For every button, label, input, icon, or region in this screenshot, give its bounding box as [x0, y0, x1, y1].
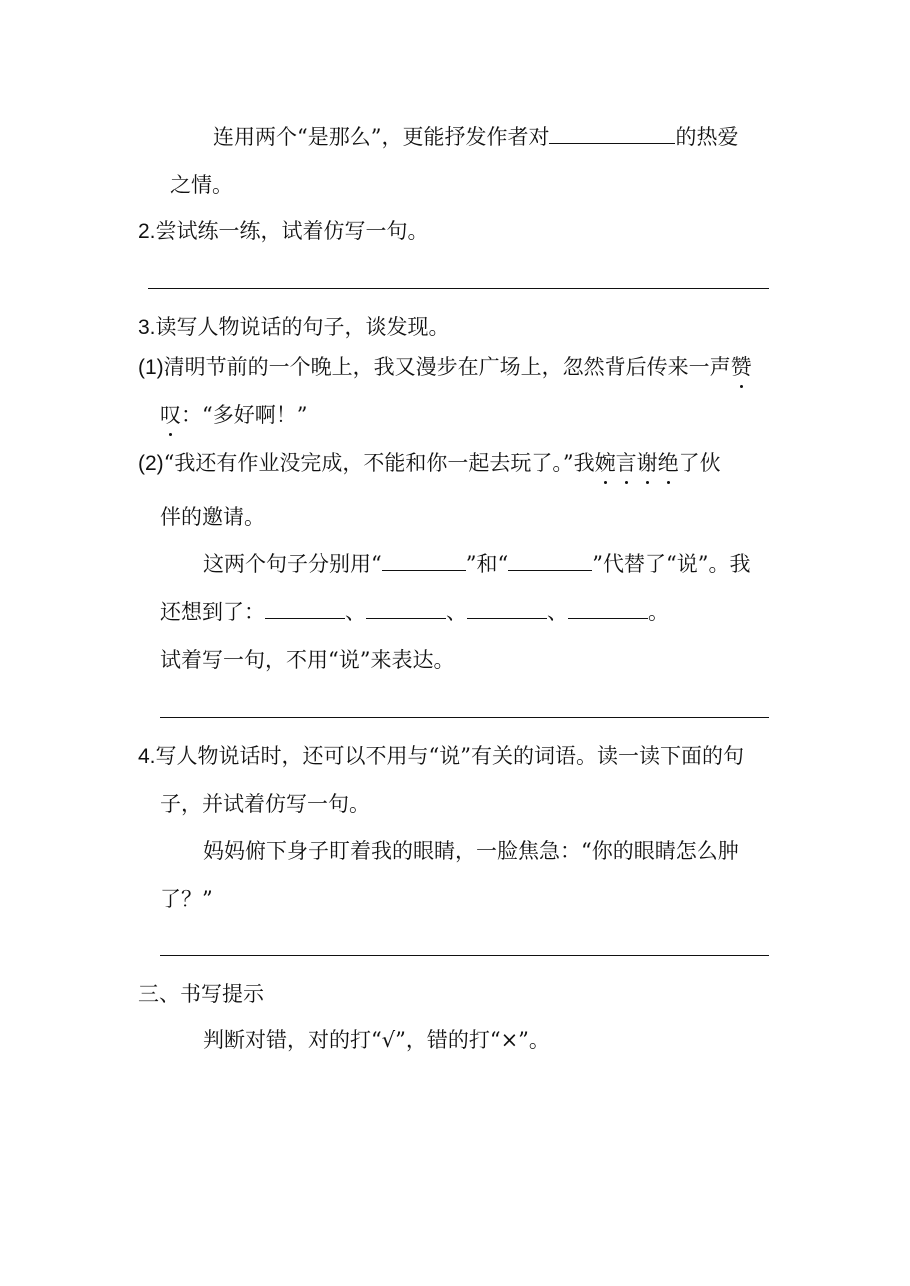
q4-answer-line[interactable] — [160, 955, 769, 956]
q3-fill-text-d: 还想到了： — [160, 600, 265, 624]
q3-sentence-2-tail: 了伙 — [678, 451, 721, 475]
question-2-prompt: 尝试练一练，试着仿写一句。 — [155, 219, 429, 243]
separator: 、 — [345, 600, 366, 624]
question-4 — [138, 741, 744, 772]
section-title: 三、书写提示 — [138, 982, 264, 1006]
q3-blank-5[interactable] — [467, 600, 547, 619]
q1-continuation — [213, 122, 738, 152]
emphasis-char: 言 — [616, 448, 637, 478]
question-4-prompt: 写人物说话时，还可以不用与“说”有关的词语。读一读下面的句 — [155, 744, 744, 768]
q3-fill-text-c: ”代替了“说”。我 — [592, 552, 751, 576]
q2-answer-line[interactable] — [148, 288, 769, 289]
question-3-prompt: 读写人物说话的句子，谈发现。 — [155, 315, 450, 339]
separator: 、 — [547, 600, 568, 624]
q3-fill-line-1 — [203, 549, 750, 579]
q4-example-cont: 了？” — [160, 887, 213, 911]
question-3-number: 3. — [138, 316, 156, 339]
q3-sentence-1-cont — [160, 400, 307, 430]
period: 。 — [648, 600, 669, 624]
q3-sentence-2-cont: 伴的邀请。 — [160, 505, 265, 529]
question-2-number: 2. — [138, 220, 156, 243]
q3-blank-6[interactable] — [568, 600, 648, 619]
q1-answer-blank[interactable] — [549, 125, 675, 144]
question-3 — [138, 312, 450, 343]
q3-answer-line[interactable] — [160, 717, 769, 718]
section-instruction: 判断对错，对的打“√”，错的打“×”。 — [203, 1028, 550, 1052]
q3-sentence-2 — [138, 448, 721, 479]
q3-write-prompt: 试着写一句，不用“说”来表达。 — [160, 648, 455, 672]
emphasis-char: 绝 — [658, 448, 679, 478]
q3-sentence-1 — [138, 352, 752, 383]
q3-fill-line-2 — [160, 597, 669, 627]
emphasis-char: 婉 — [595, 448, 616, 478]
q3-sentence-1-label: (1) — [138, 356, 164, 379]
emphasis-char: 叹 — [160, 400, 181, 430]
q3-blank-2[interactable] — [508, 552, 592, 571]
q3-sentence-2-text: “我还有作业没完成，不能和你一起去玩了。”我 — [163, 451, 595, 475]
emphasis-char: 赞 — [731, 352, 752, 382]
q3-blank-4[interactable] — [366, 600, 446, 619]
question-2 — [138, 216, 429, 247]
q3-sentence-1-text: 清明节前的一个晚上，我又漫步在广场上，忽然背后传来一声 — [163, 355, 731, 379]
q3-fill-text-a: 这两个句子分别用“ — [203, 552, 382, 576]
q1-continuation-2: 之情。 — [170, 173, 233, 197]
q1-text-b: 的热爱 — [675, 125, 739, 149]
separator: 、 — [446, 600, 467, 624]
q3-fill-text-b: ”和“ — [465, 552, 509, 576]
q1-text-a: 连用两个“是那么”，更能抒发作者对 — [213, 125, 550, 149]
emphasis-char: 谢 — [637, 448, 658, 478]
question-4-number: 4. — [138, 745, 156, 768]
q3-sentence-2-label: (2) — [138, 452, 164, 475]
q3-blank-1[interactable] — [382, 552, 466, 571]
q4-example: 妈妈俯下身子盯着我的眼睛，一脸焦急：“你的眼睛怎么肿 — [203, 839, 739, 863]
question-4-cont: 子，并试着仿写一句。 — [160, 792, 370, 816]
q3-blank-3[interactable] — [265, 600, 345, 619]
q3-sentence-1-quote: ：“多好啊！” — [181, 403, 308, 427]
